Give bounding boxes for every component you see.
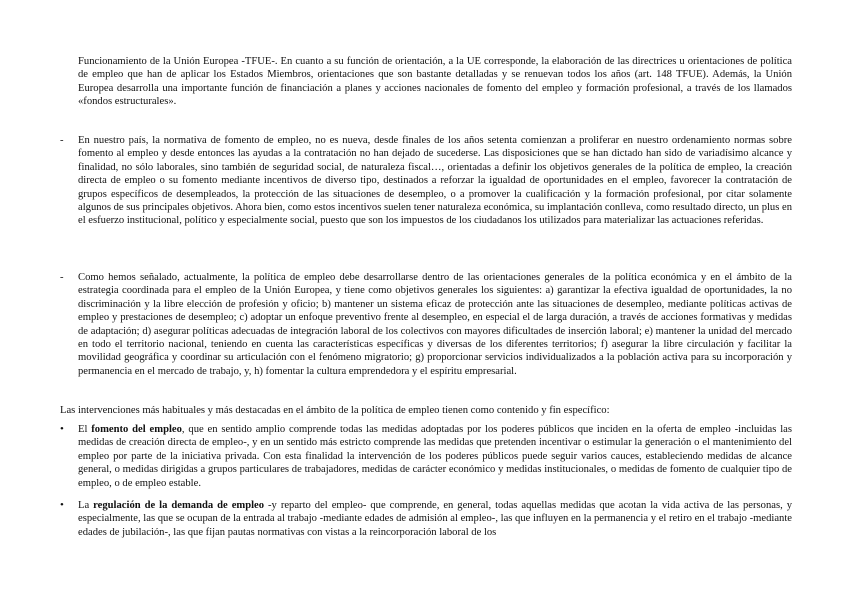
bullet-item-regulacion bbox=[78, 499, 792, 539]
dash-marker-2: - bbox=[60, 272, 64, 283]
intro-paragraph: Funcionamiento de la Unión Europea -TFUE-. En cuanto a su función de orientación, a la UE corresponde, la elaboración de las directrices u orientaciones de política de empleo que han de aplicar los Estados Miembros, orientaciones que son bastante detalladas y se renuevan todos los años (art. 148 TFUE). Además, la Unión Europea desarrolla una importante función de financiación a planes y acciones nacionales de fomento del empleo y formación profesional, a través de los llamados «fondos estructurales». bbox=[78, 56, 792, 108]
dash-item-national-policy: En nuestro país, la normativa de fomento de empleo, no es nueva, desde finales de los años setenta comienzan a proliferar en nuestro ordenamiento normas sobre fomento al empleo y desde entonces las ayudas a la contratación no han dejado de sucederse. Las disposiciones que se han dictado han sido de variadísimo alcance y finalidad, no sólo laborales, sino también de seguridad social, de naturaleza fiscal…, orientadas a definir los objetivos generales de la política de empleo, la creación directa de empleo o su fomento mediante incentivos de diverso tipo, destinados a reforzar la igualdad de oportunidades en el empleo, favorecer la contratación de grupos específicos de desempleados, la protección de las situaciones de desempleo, o a promover la cualificación y la formación profesional, por citar solamente algunos de sus principales objetivos. Ahora bien, como estos incentivos suelen tener naturaleza económica, su implantación conlleva, como resultado directo, un plus en el esfuerzo institucional, político y especialmente social, puesto que son los impuestos de los ciudadanos los utilizados para materializar las actuaciones referidas. bbox=[78, 135, 792, 227]
bullet-1-term: fomento del empleo bbox=[91, 424, 182, 435]
bullet-item-fomento bbox=[78, 423, 792, 490]
bullet-1-text: , que en sentido amplio comprende todas las medidas adoptadas por los poderes públicos que inciden en la oferta de empleo -incluidas las medidas de creación directa de empleo-, y en un sentido más estricto comprende las medidas que pretenden incentivar o estimular la generación o el mantenimiento del empleo por parte de la iniciativa privada. Con esta finalidad la intervención de los poderes públicos puede seguir varios cauces, estableciendo medidas de alcance general, o medidas dirigidas a grupos particulares de trabajadores, medidas de carácter económico y medidas institucionales, o medidas de fomento de cualquier tipo de empleo, o de empleo estable. bbox=[78, 424, 792, 489]
bullet-marker-2: • bbox=[60, 499, 64, 511]
bullet-1-prefix: El bbox=[78, 424, 92, 435]
dash-marker-1: - bbox=[60, 135, 64, 146]
bullet-2-text: -y reparto del empleo- que comprende, en general, todas aquellas medidas que acotan la vida activa de las personas, y especialmente, las que se ocupan de la entrada al trabajo -mediante edades de admisión al empleo-, las que influyen en la permanencia y el retiro en el trabajo -mediante edades de jubilación-, las que fijan pautas normativas con vistas a la reincorporación laboral de los bbox=[78, 500, 792, 538]
bullet-2-prefix: La bbox=[78, 500, 94, 511]
bullet-marker-1: • bbox=[60, 423, 64, 435]
dash-item-employment-objectives: Como hemos señalado, actualmente, la política de empleo debe desarrollarse dentro de las orientaciones generales de la política económica y en el ámbito de la estrategia coordinada para el empleo de la Unión Europea, y tiene como objetivos generales los siguientes: a) garantizar la efectiva igualdad de oportunidades, la no discriminación y la libre elección de profesión y oficio; b) mantener un sistema eficaz de protección ante las situaciones de desempleo, mediante políticas activas de empleo y prestaciones de desempleo; c) adoptar un enfoque preventivo frente al desempleo, en especial el de larga duración, a través de acciones formativas y medidas de adaptación; d) asegurar políticas adecuadas de integración laboral de los colectivos con mayores dificultades de inserción laboral; e) mantener la unidad del mercado en todo el territorio nacional, teniendo en cuenta las características específicas y diversas de los diferentes territorios; f) asegurar la libre circulación y facilitar la movilidad geográfica y coordinar su articulación con el fenómeno migratorio; g) proporcionar servicios individualizados a la población activa para su incorporación y permanencia en el mercado de trabajo, y, h) fomentar la cultura emprendedora y el espíritu empresarial. bbox=[78, 272, 792, 377]
interventions-intro: Las intervenciones más habituales y más destacadas en el ámbito de la política de empleo tienen como contenido y fin específico: bbox=[60, 405, 610, 416]
bullet-2-term: regulación de la demanda de empleo bbox=[93, 500, 265, 511]
